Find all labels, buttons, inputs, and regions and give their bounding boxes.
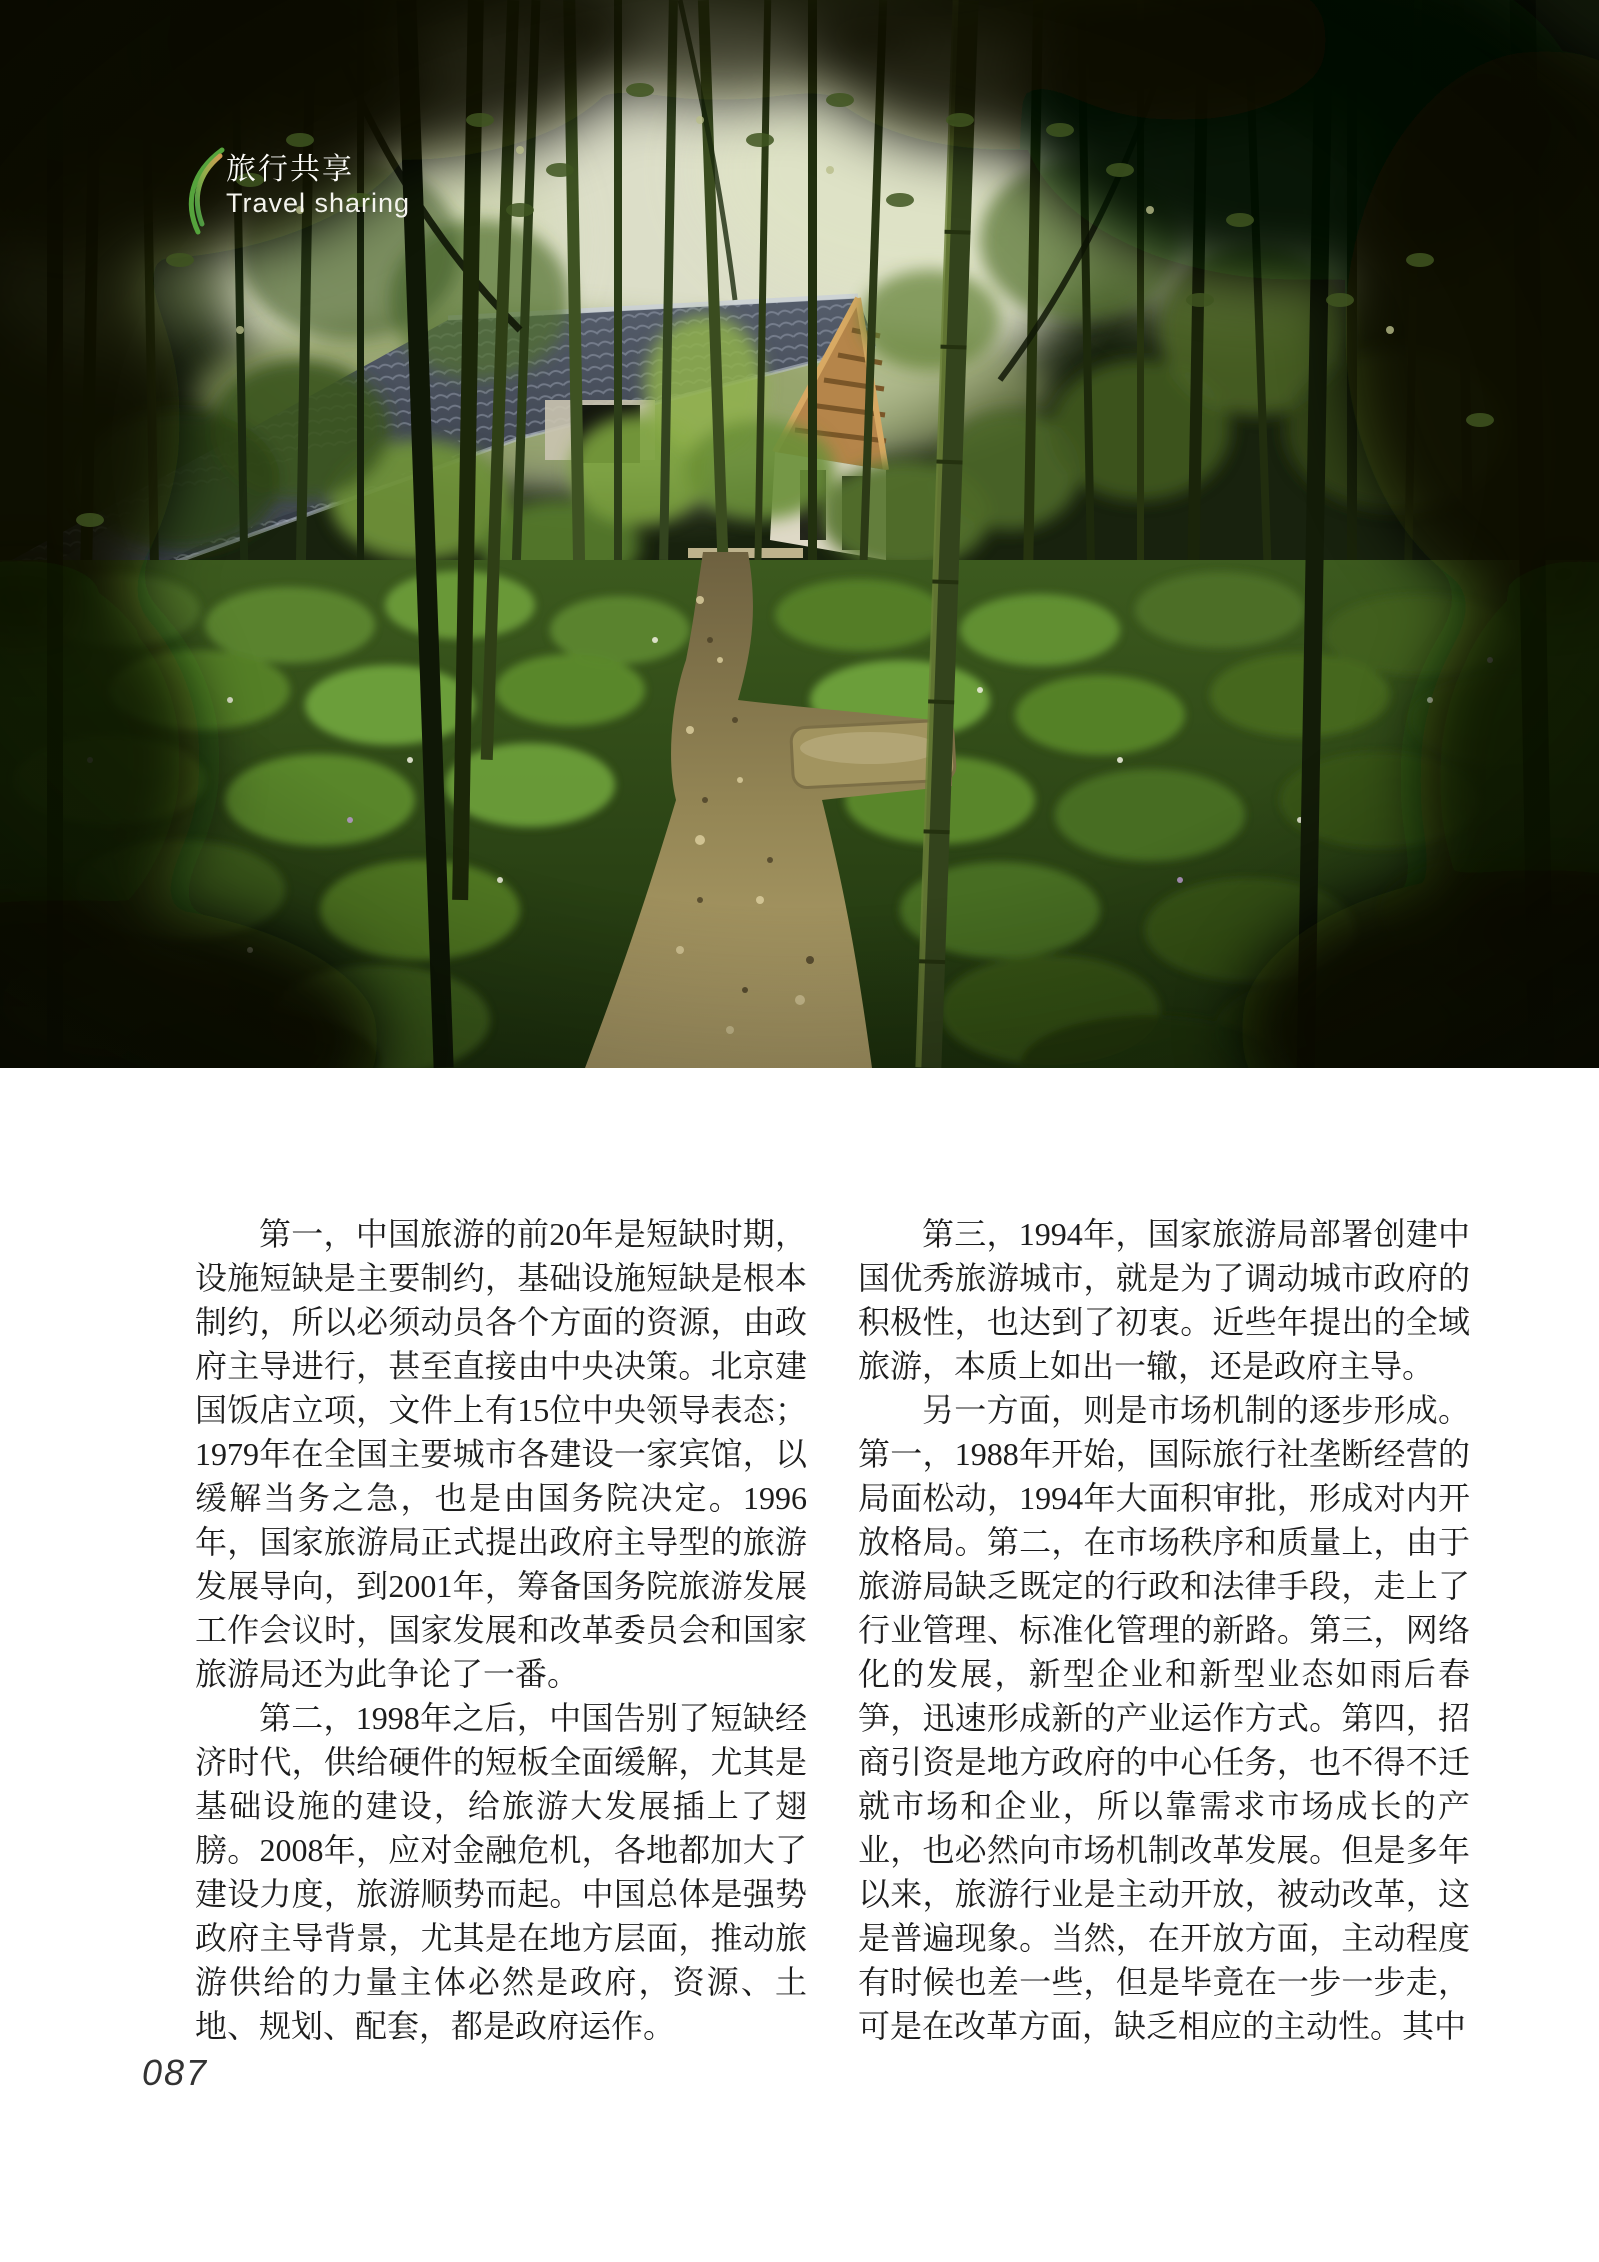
paragraph-2: 第二，1998年之后，中国告别了短缺经济时代，供给硬件的短板全面缓解，尤其是基础设施的建设，给旅游大发展插上了翅膀。2008年，应对金融危机，各地都加大了建设力度，旅游顺势而起。中国总体是强势政府主导背景，尤其是在地方层面，推动旅游供给的力量主体必然是政府，资源、土地、规划、配套，都是政府运作。: [195, 1700, 807, 2044]
paragraph-3: 第三，1994年，国家旅游局部署创建中国优秀旅游城市，就是为了调动城市政府的积极性，也达到了初衷。近些年提出的全域旅游，本质上如出一辙，还是政府主导。: [858, 1216, 1470, 1384]
hero-photo: [0, 0, 1599, 1068]
page-number: 087: [142, 2052, 209, 2093]
paragraph-1: 第一，中国旅游的前20年是短缺时期，设施短缺是主要制约，基础设施短缺是根本制约，所以必须动员各个方面的资源，由政府主导进行，甚至直接由中央决策。北京建国饭店立项，文件上有15位中央领导表态；1979年在全国主要城市各建设一家宾馆，以缓解当务之急，也是由国务院决定。1996年，国家旅游局正式提出政府主导型的旅游发展导向，到2001年，筹备国务院旅游发展工作会议时，国家发展和改革委员会和国家旅游局还为此争论了一番。: [195, 1216, 807, 1692]
article-column-left: [195, 1212, 807, 2048]
section-title-en: Travel sharing: [226, 188, 411, 218]
section-logo: [184, 144, 514, 236]
section-title-zh: 旅行共享: [226, 153, 354, 186]
crescent-arc-icon: [184, 146, 232, 236]
article-column-right: [858, 1212, 1470, 2048]
paragraph-4: 另一方面，则是市场机制的逐步形成。第一，1988年开始，国际旅行社垄断经营的局面松动，1994年大面积审批，形成对内开放格局。第二，在市场秩序和质量上，由于旅游局缺乏既定的行政和法律手段，走上了行业管理、标准化管理的新路。第三，网络化的发展，新型企业和新型业态如雨后春笋，迅速形成新的产业运作方式。第四，招商引资是地方政府的中心任务，也不得不迁就市场和企业，所以靠需求市场成长的产业，也必然向市场机制改革发展。但是多年以来，旅游行业是主动开放，被动改革，这是普遍现象。当然，在开放方面，主动程度有时候也差一些，但是毕竟在一步一步走，可是在改革方面，缺乏相应的主动性。其中: [858, 1392, 1470, 2044]
